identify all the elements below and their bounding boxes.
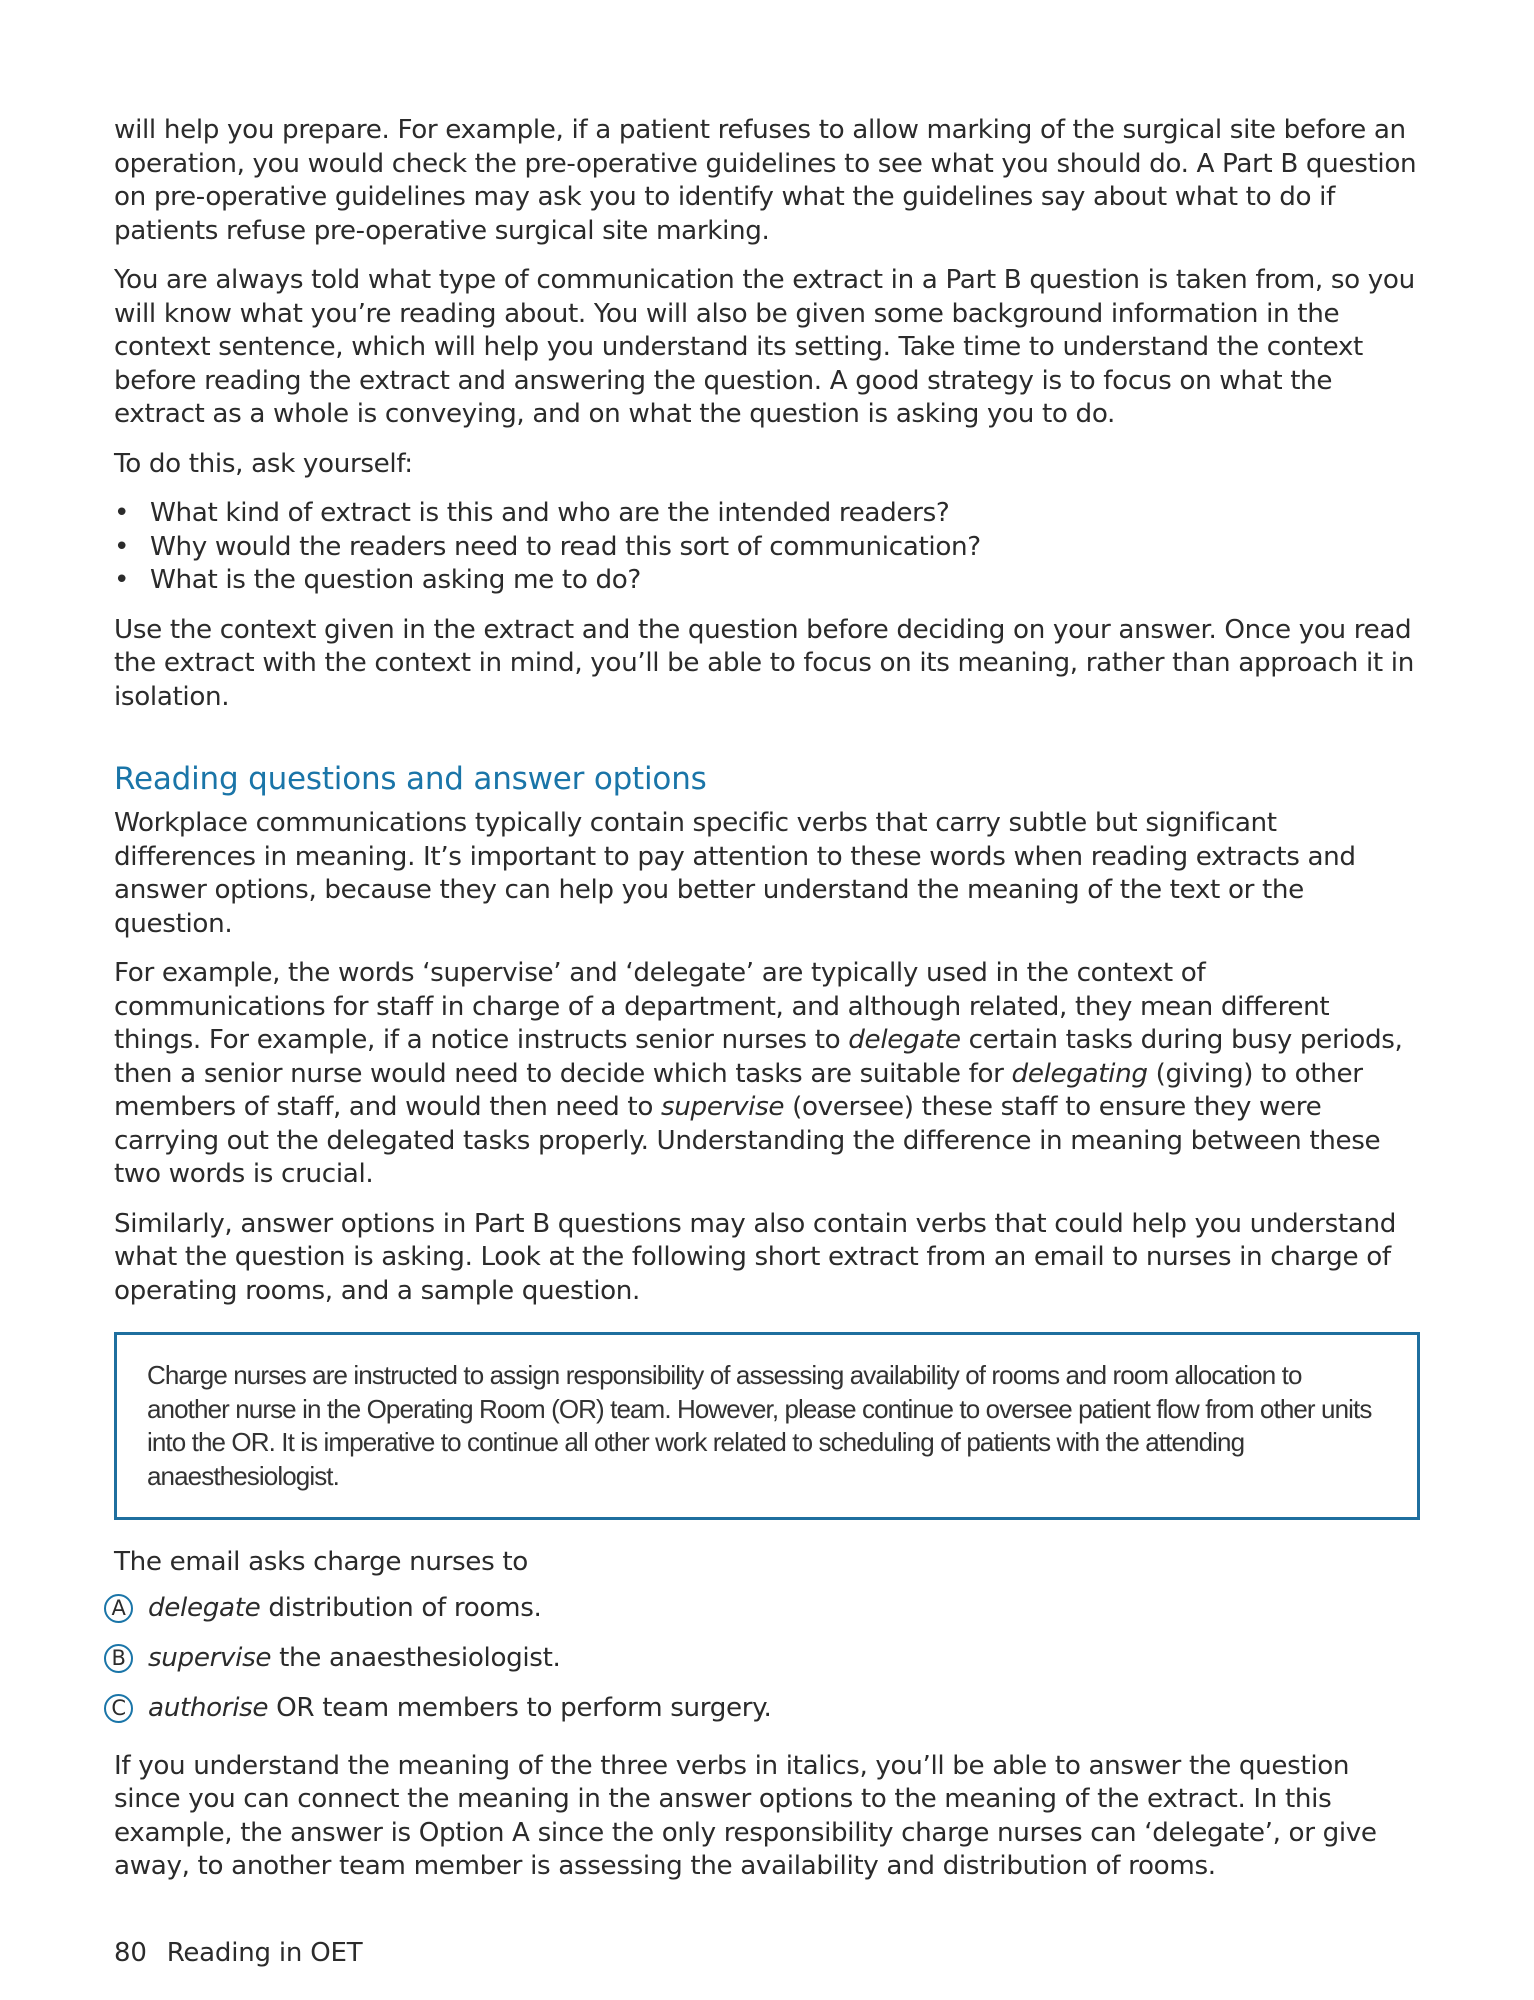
intro-paragraph-3: To do this, ask yourself:: [114, 448, 413, 479]
bullet-item: • Why would the readers need to read this sort of communication?: [114, 531, 1420, 565]
question-bullet-list: [114, 497, 1420, 598]
text-run: certain tasks during busy periods, then a senior nurse would need to decide which tasks are suitable for: [114, 1025, 1403, 1089]
option-text: [148, 1692, 772, 1726]
text-run: (giving) to other members of staff, and would then need to: [114, 1058, 1363, 1122]
main-content: [111, 114, 1420, 1900]
answer-options: [111, 1584, 1420, 1734]
text-run: For example, the words ‘supervise’ and ‘delegate’ are typically used in the context of communications for staff in charge of a department, and although related, they mean different things. For example, if a notice instructs senior nurses to: [114, 958, 1330, 1055]
option-letter-circle[interactable]: A: [104, 1594, 133, 1623]
text-run: distribution of rooms.: [260, 1592, 542, 1623]
italic-verb: authorise: [148, 1692, 269, 1723]
section-heading: Reading questions and answer options: [114, 761, 707, 797]
footer-title: Reading in OET: [166, 1938, 363, 1968]
page-number: 80: [114, 1938, 147, 1968]
intro-paragraph-4: Use the context given in the extract and the question before deciding on your answer. Once you read the extract with the context in mind, you’ll be able to focus on its meaning, rather than approach it in isolation.: [114, 614, 1414, 712]
italic-verb: delegate: [848, 1025, 961, 1055]
option-text: [148, 1642, 561, 1676]
italic-verb: supervise: [148, 1642, 272, 1673]
italic-verb: delegating: [1011, 1058, 1148, 1089]
option-letter-circle[interactable]: C: [104, 1694, 133, 1723]
text-run: (oversee) these staff to ensure they were carrying out the delegated tasks properly. Understanding the difference in meaning between these two words is crucial.: [114, 1092, 1381, 1189]
section-paragraph-3: Similarly, answer options in Part B questions may also contain verbs that could help you understand what the question is asking. Look at the following short extract from an email to nurses in charge of operating rooms, and a sample question.: [114, 1208, 1397, 1306]
italic-verb: supervise: [661, 1092, 785, 1122]
option-text: [148, 1592, 542, 1626]
email-extract-box: Charge nurses are instructed to assign responsibility of assessing availability of rooms and room allocation to another nurse in the Operating Room (OR) team. However, please continue to oversee patient flow from other units into the OR. It is imperative to continue all other work related to scheduling of patients with the attending anaesthesiologist.: [114, 1332, 1420, 1520]
answer-option-a[interactable]: [111, 1584, 1420, 1634]
sample-question-stem: The email asks charge nurses to: [114, 1547, 528, 1577]
section-paragraph-4: If you understand the meaning of the three verbs in italics, you’ll be able to answer the question since you can connect the meaning in the answer options to the meaning of the extract. In this example, the answer is Option A since the only responsibility charge nurses can ‘delegate’, or give away, to another team member is assessing the availability and distribution of rooms.: [114, 1750, 1377, 1881]
section-paragraph-2: [114, 957, 1420, 1192]
section-paragraph-1: Workplace communications typically contain specific verbs that carry subtle but significant differences in meaning. It’s important to pay attention to these words when reading extracts and answer options, because they can help you better understand the meaning of the text or the question.: [114, 808, 1356, 939]
answer-option-c[interactable]: [111, 1684, 1420, 1734]
option-letter-circle[interactable]: B: [104, 1644, 133, 1673]
intro-paragraph-2: You are always told what type of communication the extract in a Part B question is taken from, so you will know what you’re reading about. You will also be given some background information in the context sentence, which will help you understand its setting. Take time to understand the context before reading the extract and answering the question. A good strategy is to focus on what the extract as a whole is conveying, and on what the question is asking you to do.: [114, 265, 1415, 429]
intro-paragraph-1: will help you prepare. For example, if a patient refuses to allow marking of the surgical site before an operation, you would check the pre-operative guidelines to see what you should do. A Part B question on pre-operative guidelines may ask you to identify what the guidelines say about what to do if patients refuse pre-operative surgical site marking.: [114, 115, 1417, 246]
text-run: the anaesthesiologist.: [271, 1642, 561, 1673]
answer-option-b[interactable]: [111, 1634, 1420, 1684]
bullet-item: • What is the question asking me to do?: [114, 564, 1420, 598]
page-footer: [114, 1937, 362, 1969]
italic-verb: delegate: [148, 1592, 261, 1623]
bullet-item: • What kind of extract is this and who are the intended readers?: [114, 497, 1420, 531]
text-run: OR team members to perform surgery.: [268, 1692, 772, 1723]
